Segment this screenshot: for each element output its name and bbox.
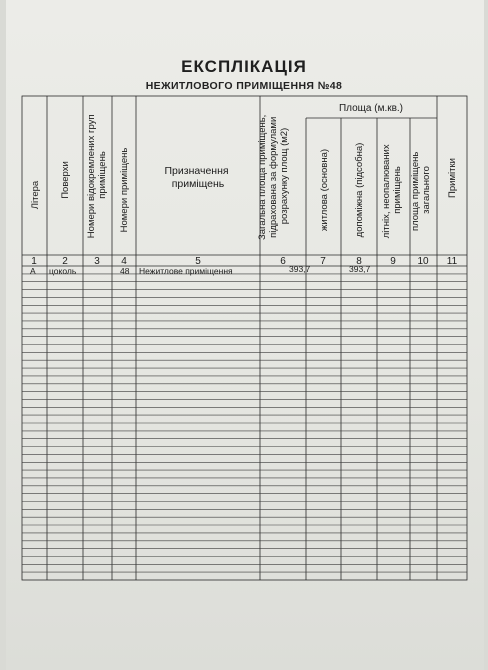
header-nomery-grup-l2: приміщень	[97, 151, 108, 199]
col-number: 3	[94, 256, 100, 267]
cell-litera: А	[30, 266, 36, 276]
col-number: 7	[320, 256, 326, 267]
header-poverkhy: Поверхи	[60, 161, 71, 199]
col-number: 8	[356, 256, 362, 267]
header-ploshcha-group: Площа (м.кв.)	[338, 103, 404, 114]
document-subtitle: НЕЖИТЛОВОГО ПРИМІЩЕННЯ №48	[145, 80, 343, 92]
cell-nomer: 48	[120, 266, 130, 276]
col-number: 1	[31, 256, 37, 267]
header-zahalna-ploshcha: Загальна площа приміщень, підрахована за формулами розрахунку площ (м2)	[257, 114, 290, 240]
cell-pryznachennia: Нежитлове приміщення	[139, 266, 233, 276]
col-number: 5	[195, 256, 201, 267]
col-number: 2	[62, 256, 68, 267]
header-litnikh: літніх, неопалюваних приміщень	[381, 144, 403, 239]
header-nomery-grup	[86, 112, 108, 238]
header-dopomizhna: допоміжна (підсобна)	[354, 142, 365, 238]
col-number: 9	[390, 256, 396, 267]
header-litera: Літера	[30, 180, 41, 210]
col-number: 4	[121, 256, 127, 267]
header-nomery-prymishchen: Номери приміщень	[119, 147, 130, 233]
cell-zahalna: 393,7	[289, 264, 311, 274]
header-prymitky: Примітки	[447, 158, 458, 198]
col-number: 6	[280, 256, 286, 267]
document-title: ЕКСПЛІКАЦІЯ	[181, 57, 307, 76]
cell-dopomizhna: 393,7	[349, 264, 371, 274]
header-zhytlova: житлова (основна)	[319, 148, 330, 232]
col-number: 10	[417, 256, 429, 267]
cell-poverkh: цоколь	[49, 266, 77, 276]
header-pryznachennia: Призначення приміщень	[164, 165, 229, 190]
col-number: 11	[446, 256, 458, 267]
header-nomery-grup-l1: Номери відокремлених груп	[86, 114, 97, 239]
header-ploshcha-zahalnoho: площа приміщень загального	[410, 151, 432, 232]
